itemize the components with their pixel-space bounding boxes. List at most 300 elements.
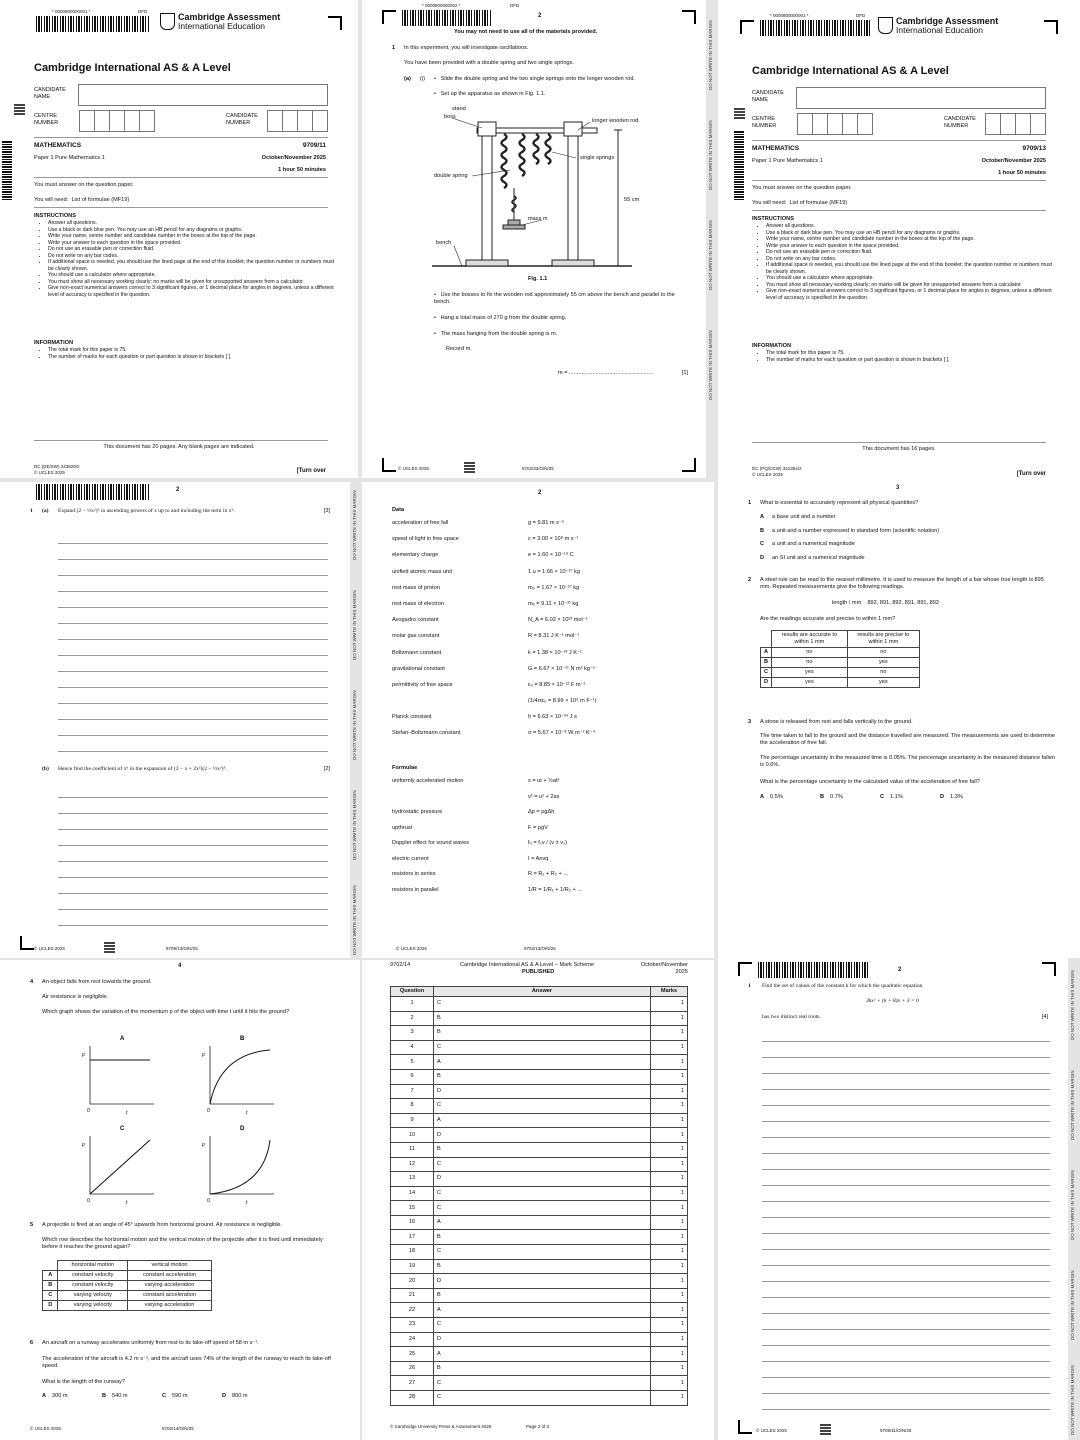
row-value: constant acceleration: [128, 1290, 212, 1300]
data-label: speed of light in free space: [392, 536, 459, 543]
bullet-mass: • The mass hanging from the double spring is m.: [434, 331, 558, 337]
barcode: [402, 10, 492, 26]
answer-instruction: You must answer on the question paper.: [752, 185, 852, 191]
ms-row: [391, 1230, 688, 1245]
q5-row[interactable]: [43, 1270, 212, 1280]
qr-code: [104, 942, 115, 953]
page-5-data-formulae: [362, 482, 714, 958]
crop-mark: [20, 936, 34, 950]
part-a-text: Expand (2 − ½x²)⁵ in ascending powers of x up to and including the term in x⁶.: [58, 508, 235, 514]
ms-answer: B: [434, 1288, 651, 1303]
row-value: no: [772, 657, 848, 667]
part-a: (a): [42, 508, 49, 514]
shield-icon: [878, 17, 893, 34]
turn-over: [Turn over: [296, 468, 326, 474]
ms-answer: D: [434, 1172, 651, 1187]
ms-marks: 1: [651, 1303, 688, 1318]
divider: [34, 440, 328, 441]
question-text-2: has two distinct real roots.: [762, 1014, 821, 1020]
ms-marks: 1: [651, 1259, 688, 1274]
ms-question: 10: [391, 1128, 434, 1143]
ms-marks: 1: [651, 1230, 688, 1245]
axis-label-t: t: [246, 1200, 248, 1206]
row-value: constant velocity: [58, 1270, 128, 1280]
row-value: varying velocity: [58, 1300, 128, 1310]
row-letter: A: [761, 647, 772, 657]
crop-mark: [738, 962, 752, 976]
ms-marks: 1: [651, 1347, 688, 1362]
option-letter: A: [760, 514, 765, 520]
label-55cm: 55 cm: [624, 197, 640, 203]
data-row: [392, 714, 692, 730]
page-4-binomial: [0, 482, 350, 958]
ms-row: [391, 1332, 688, 1347]
answer-lines-a[interactable]: [58, 528, 328, 758]
q3-para2: The percentage uncertainty in the measured time is 0.05%. The percentage uncertainty in the measured distance fallen is 0.6%.: [760, 755, 1055, 768]
option-letter: A: [760, 794, 765, 800]
paper-code: 9709/11: [302, 142, 326, 149]
ms-answer: B: [434, 1069, 651, 1084]
graph-label: C: [120, 1126, 125, 1132]
header-question: Question: [391, 987, 434, 997]
ms-row: [391, 1391, 688, 1406]
row-value: yes: [847, 677, 919, 687]
ms-row: [391, 1186, 688, 1201]
option-letter: B: [820, 794, 825, 800]
q5-ask: Which row describes the horizontal motion and the vertical motion of the projectile after it is fired until immediately before it reaches the ground again?: [42, 1237, 323, 1250]
ms-question: 5: [391, 1055, 434, 1070]
data-label: elementary charge: [392, 552, 439, 559]
formula-row: [392, 887, 692, 903]
graph-curve: [90, 1140, 150, 1194]
ms-question: 24: [391, 1332, 434, 1347]
margin-text: DO NOT WRITE IN THIS MARGIN: [352, 490, 357, 560]
graph-label: B: [240, 1036, 245, 1042]
formula-value: f₀ = fₛv / (v ± vₛ): [528, 840, 567, 846]
option-text: an SI unit and a numerical magnitude: [772, 554, 865, 561]
margin-text: DO NOT WRITE IN THIS MARGIN: [352, 885, 357, 955]
axis-label-t: t: [126, 1200, 128, 1206]
data-row: [392, 698, 692, 714]
q1-option[interactable]: [760, 541, 939, 555]
ms-answer: D: [434, 1128, 651, 1143]
subject: MATHEMATICS: [34, 142, 82, 149]
option-text: 300 m: [52, 1393, 68, 1399]
formula-value: I = Anvq: [528, 855, 549, 862]
option-letter: D: [940, 794, 945, 800]
provided-text: You have been provided with a double spring and two single springs.: [404, 60, 574, 66]
divider: [34, 137, 328, 138]
information-list: • The total mark for this paper is 75. • The number of marks for each question or part question is shown in brackets [ ].: [752, 350, 1054, 363]
margin-text: DO NOT WRITE IN THIS MARGIN: [352, 590, 357, 660]
ucles: © UCLES 2025: [34, 470, 65, 475]
q6-option[interactable]: [102, 1393, 162, 1400]
margin-text: DO NOT WRITE IN THIS MARGIN: [1070, 1270, 1075, 1340]
data-value: c = 3.00 × 10⁸ m s⁻¹: [528, 536, 579, 543]
row-value: varying velocity: [58, 1290, 128, 1300]
ms-marks: 1: [651, 1361, 688, 1376]
equation: 3kx² + (k + 8)x + 3 = 0: [866, 998, 919, 1004]
q6-number: 6: [30, 1340, 34, 1346]
barcode-number: * 0000800000002 *: [422, 3, 461, 8]
option-text: 0.5%: [770, 794, 783, 800]
crop-mark: [740, 20, 754, 34]
graph-B[interactable]: [201, 1036, 274, 1116]
data-table: [392, 520, 692, 747]
ms-row: [391, 1055, 688, 1070]
part-a: (a): [404, 76, 411, 82]
option-text: 540 m: [112, 1393, 128, 1399]
ms-question: 9: [391, 1113, 434, 1128]
ms-marks: 1: [651, 1084, 688, 1099]
paper-code: 9709/11/O/N/25: [880, 1428, 912, 1433]
ms-answer: C: [434, 1245, 651, 1260]
formulae-table: [392, 778, 692, 902]
candidate-name-field[interactable]: [796, 87, 1046, 109]
q2-row[interactable]: [761, 657, 920, 667]
q3-option[interactable]: [880, 794, 940, 801]
logo-line-2: International Education: [178, 21, 265, 31]
ms-answer: C: [434, 1391, 651, 1406]
q2-readings: length / mm 892, 891, 892, 891, 891, 892: [832, 600, 939, 606]
axis-origin: 0: [207, 1198, 210, 1204]
answer-lines[interactable]: [762, 1026, 1050, 1412]
formula-label: electric current: [392, 855, 429, 862]
page-number: 3: [896, 485, 900, 491]
formula-row: [392, 825, 692, 841]
shield-icon: [160, 13, 175, 30]
q5-row[interactable]: [43, 1300, 212, 1310]
formula-row: [392, 856, 692, 872]
ms-question: 18: [391, 1245, 434, 1260]
q6-option[interactable]: [222, 1393, 282, 1400]
data-value: h = 6.63 × 10⁻³⁴ J s: [528, 714, 577, 721]
formula-row: [392, 871, 692, 887]
row-value: varying acceleration: [128, 1280, 212, 1290]
option-letter: C: [760, 541, 765, 547]
ms-question: 22: [391, 1303, 434, 1318]
crop-mark: [382, 10, 396, 24]
side-barcode: [2, 140, 12, 200]
page-count: This document has 16 pages.: [862, 446, 936, 452]
page-number: 2: [538, 13, 542, 19]
answer-m[interactable]: m = ......................................................: [558, 370, 653, 376]
ms-question: 25: [391, 1347, 434, 1362]
ucles: © UCLES 2025: [752, 472, 783, 477]
q2-row[interactable]: [761, 677, 920, 687]
ms-question: 6: [391, 1069, 434, 1084]
candidate-name-label: CANDIDATE NAME: [34, 87, 66, 100]
ms-marks: 1: [651, 1245, 688, 1260]
graph-C[interactable]: [81, 1126, 154, 1206]
q4-graphs[interactable]: [0, 1028, 360, 1208]
axis-label-p: p: [202, 1052, 205, 1058]
data-label: Stefan–Boltzmann constant: [392, 730, 461, 737]
ms-row: [391, 1259, 688, 1274]
candidate-number-field[interactable]: [986, 113, 1046, 135]
data-row: [392, 682, 692, 698]
ms-row: [391, 1245, 688, 1260]
ms-marks: 1: [651, 1215, 688, 1230]
ms-marks: 1: [651, 1055, 688, 1070]
ms-answer: B: [434, 1026, 651, 1041]
formula-label: resistors in series: [392, 871, 436, 877]
q3-option[interactable]: [940, 794, 1000, 801]
formula-row: [392, 840, 692, 856]
page-number: 2: [176, 487, 180, 493]
bullet-bosses: • Use the bosses to fix the wooden rod approximately 55 cm above the bench and parallel to the bench.: [434, 292, 675, 305]
data-label: molar gas constant: [392, 633, 440, 640]
q2-corner: [761, 631, 772, 648]
q2-row[interactable]: [761, 667, 920, 677]
ms-question: 14: [391, 1186, 434, 1201]
q4-number: 4: [30, 979, 34, 985]
paper-code: 9709/13: [1022, 145, 1046, 152]
barcode: [36, 484, 150, 500]
ms-answer: B: [434, 1142, 651, 1157]
formula-row: [392, 794, 692, 810]
ms-answer: A: [434, 1113, 651, 1128]
graph-A[interactable]: [81, 1036, 154, 1116]
ms-row: [391, 1303, 688, 1318]
centre-number-field[interactable]: [798, 113, 873, 135]
data-value: G = 6.67 × 10⁻¹¹ N m² kg⁻²: [528, 665, 595, 672]
crop-mark: [682, 458, 696, 472]
axis-origin: 0: [87, 1108, 90, 1114]
dc-code: DC (DE/SW) 343829/2: [34, 464, 80, 469]
cambridge-logo: Cambridge Assessment International Education: [878, 17, 998, 35]
ms-question: 2: [391, 1011, 434, 1026]
barcode: [758, 962, 868, 978]
ms-answer: A: [434, 1055, 651, 1070]
instructions-list: • Answer all questions. • Use a black or dark blue pen. You may use an HB pencil for any diagrams or graphs. • Write your name, centre number and candidate number in the boxes at the top of the page. • Write your answer to each question in the space provided. • Do not use an erasable pen or correction fluid. • Do not write on any bar codes. • If additional space is needed, you should use the lined page at the end of this booklet; the question number or numbers must be clearly shown. • You should use a calculator where appropriate. • You must show all necessary working clearly; no marks will be given for unsupported answers from a calculator. • Give non-exact numerical answers correct to 3 significant figures, or 1 decimal place for angles in degrees, unless a different level of accuracy is specified in the question.: [34, 220, 336, 298]
q2-table: [760, 630, 920, 688]
q6-para: The acceleration of the aircraft is 4.2 m s⁻², and the aircraft uses 74% of the length of the runway to reach its take-off speed.: [42, 1356, 331, 1369]
graph-curve: [210, 1140, 270, 1194]
candidate-number-field[interactable]: [268, 110, 328, 132]
q3-option[interactable]: [760, 794, 820, 801]
qr-code: [14, 104, 25, 115]
crop-mark: [738, 1420, 752, 1434]
ms-row: [391, 1318, 688, 1333]
ms-marks: 1: [651, 1011, 688, 1026]
ms-code: 9702/14: [390, 962, 411, 968]
label-single-springs: single springs: [580, 155, 615, 161]
q5-row[interactable]: [43, 1290, 212, 1300]
q3-options: [760, 794, 1020, 801]
page-title: Cambridge International AS & A Level: [34, 62, 231, 74]
q6-text: An aircraft on a runway accelerates uniformly from rest to its take-off speed of 58 m s⁻¹.: [42, 1340, 259, 1346]
paper-name: Paper 1 Pure Mathematics 1: [34, 155, 105, 161]
formula-value: s = ut + ½at²: [528, 778, 560, 784]
axis-label-t: t: [126, 1110, 128, 1116]
q6-option[interactable]: [162, 1393, 222, 1400]
graph-axes: [210, 1136, 274, 1194]
candidate-name-field[interactable]: [78, 84, 328, 106]
ms-marks: 1: [651, 1040, 688, 1055]
figure-1-1-apparatus: [362, 100, 706, 270]
ms-question: 12: [391, 1157, 434, 1172]
divider: [34, 177, 328, 178]
q5-number: 5: [30, 1222, 34, 1228]
ms-row: [391, 1026, 688, 1041]
graph-axes: [210, 1046, 274, 1104]
ms-question: 19: [391, 1259, 434, 1274]
graph-label: A: [120, 1036, 125, 1042]
q3-number: 3: [748, 719, 752, 725]
data-value: k = 1.38 × 10⁻²³ J K⁻¹: [528, 649, 582, 656]
crop-mark: [1042, 962, 1056, 976]
option-letter: D: [222, 1393, 227, 1399]
header-answer: Answer: [434, 987, 651, 997]
data-value: g = 9.81 m s⁻²: [528, 520, 564, 526]
ms-question: 26: [391, 1361, 434, 1376]
ms-answer: B: [434, 1011, 651, 1026]
q1-option[interactable]: [760, 555, 939, 569]
q5-text: A projectile is fired at an angle of 45° upwards from horizontal ground. Air resistance is negligible.: [42, 1222, 283, 1228]
subject: MATHEMATICS: [752, 145, 800, 152]
instructions-list: • Answer all questions. • Use a black or dark blue pen. You may use an HB pencil for any diagrams or graphs. • Write your name, centre number and candidate number in the boxes at the top of the page. • Write your answer to each question in the space provided. • Do not use an erasable pen or correction fluid. • Do not write on any bar codes. • If additional space is needed, you should use the lined page at the end of this booklet; the question number or numbers must be clearly shown. • You should use a calculator where appropriate. • You must show all necessary working clearly; no marks will be given for unsupported answers from a calculator. • Give non-exact numerical answers correct to 3 significant figures, or 1 decimal place for angles in degrees, unless a different level of accuracy is specified in the question.: [752, 223, 1054, 301]
centre-number-label: CENTRE NUMBER: [752, 116, 777, 129]
ms-answer: B: [434, 1361, 651, 1376]
q6-ask: What is the length of the runway?: [42, 1379, 126, 1385]
ms-marks: 1: [651, 1113, 688, 1128]
paper-code: 9709/13/O/N/25: [166, 946, 198, 951]
logo-line-1: Cambridge Assessment: [178, 12, 281, 22]
ms-row: [391, 1128, 688, 1143]
row-value: yes: [772, 677, 848, 687]
duration: 1 hour 50 minutes: [278, 167, 326, 173]
ucles: © UCLES 2025: [396, 946, 427, 951]
q3-option[interactable]: [820, 794, 880, 801]
ms-question: 21: [391, 1288, 434, 1303]
bullet-hang: • Hang a total mass of 270 g from the double spring.: [434, 315, 567, 321]
row-letter: B: [761, 657, 772, 667]
barcode: [36, 16, 150, 32]
q1-number: 1: [748, 500, 752, 506]
page-6-mcq-units: [718, 482, 1080, 958]
ms-row: [391, 1215, 688, 1230]
ms-marks: 1: [651, 1128, 688, 1143]
label-mass: mass m: [528, 216, 548, 222]
margin-text: DO NOT WRITE IN THIS MARGIN: [1070, 1365, 1075, 1435]
label-rod: longer wooden rod: [592, 118, 639, 124]
question-number: 1: [392, 45, 396, 51]
row-letter: D: [43, 1300, 58, 1310]
row-value: constant acceleration: [128, 1270, 212, 1280]
margin-text: DO NOT WRITE IN THIS MARGIN: [352, 690, 357, 760]
candidate-number-label: CANDIDATE NUMBER: [226, 113, 258, 126]
ms-answer: C: [434, 1040, 651, 1055]
ms-footer-page: Page 2 of 3: [526, 1424, 550, 1429]
option-letter: C: [880, 794, 885, 800]
data-value: mₑ = 9.11 × 10⁻³¹ kg: [528, 600, 579, 607]
paper-code: 9702/14/O/N/25: [162, 1426, 194, 1431]
ms-question: 11: [391, 1142, 434, 1157]
ms-answer: C: [434, 1376, 651, 1391]
ms-answer: C: [434, 1318, 651, 1333]
ms-question: 1: [391, 996, 434, 1011]
ms-question: 23: [391, 1318, 434, 1333]
paper-code: 9702/13/O/N/25: [524, 946, 556, 951]
notice: You may not need to use all of the materials provided.: [454, 29, 598, 35]
q1-option[interactable]: [760, 528, 939, 542]
q1-option[interactable]: [760, 514, 939, 528]
candidate-number-label: CANDIDATE NUMBER: [944, 116, 976, 129]
bullet-slide: • Slide the double spring and the two single springs onto the longer wooden rod.: [434, 76, 635, 82]
session: October/November 2025: [261, 155, 326, 161]
margin-text: DO NOT WRITE IN THIS MARGIN: [352, 790, 357, 860]
data-row: [392, 730, 692, 746]
ms-marks: 1: [651, 1157, 688, 1172]
q5-row[interactable]: [43, 1280, 212, 1290]
ms-question: 13: [391, 1172, 434, 1187]
data-label: [392, 698, 528, 714]
ms-footer-left: © Cambridge University Press & Assessment 2025: [390, 1424, 492, 1429]
barcode: [760, 20, 870, 36]
ms-marks: 1: [651, 1318, 688, 1333]
axis-label-p: p: [202, 1142, 205, 1148]
ms-question: 27: [391, 1376, 434, 1391]
barcode-number: * 0000800000001 *: [770, 13, 809, 18]
ms-row: [391, 1069, 688, 1084]
ms-marks: 1: [651, 1376, 688, 1391]
data-label: rest mass of proton: [392, 584, 440, 591]
graph-D[interactable]: [201, 1126, 274, 1206]
ms-marks: 1: [651, 1142, 688, 1157]
centre-number-field[interactable]: [80, 110, 155, 132]
ms-question: 4: [391, 1040, 434, 1055]
data-row: [392, 552, 692, 568]
data-row: [392, 569, 692, 585]
q2-header-accurate: results are accurate to within 1 mm: [772, 631, 848, 648]
row-value: constant velocity: [58, 1280, 128, 1290]
data-row: [392, 666, 692, 682]
q1-text: What is essential to accurately represent all physical quantities?: [760, 500, 919, 506]
q2-row[interactable]: [761, 647, 920, 657]
ms-answer: B: [434, 1230, 651, 1245]
label-boss: boss: [444, 114, 456, 120]
formula-value: Δp = ρgΔh: [528, 809, 555, 815]
row-value: no: [772, 647, 848, 657]
formula-value: 1/R = 1/R₁ + 1/R₂ + ...: [528, 886, 582, 893]
option-letter: B: [102, 1393, 107, 1399]
option-text: a base unit and a number: [772, 514, 836, 520]
figure-caption: Fig. 1.1: [528, 276, 548, 282]
divider: [34, 207, 328, 208]
part-a-mark: [3]: [323, 508, 330, 514]
option-letter: B: [760, 527, 765, 534]
row-letter: B: [43, 1280, 58, 1290]
dfd-label: DFD: [510, 3, 520, 8]
data-label: gravitational constant: [392, 665, 445, 672]
ms-row: [391, 1084, 688, 1099]
ms-row: [391, 1157, 688, 1172]
answer-lines-b[interactable]: [58, 782, 328, 938]
formula-value: v² = u² + 2as: [528, 793, 560, 800]
data-label: acceleration of free fall: [392, 520, 449, 526]
formula-label: upthrust: [392, 824, 413, 831]
q6-option[interactable]: [42, 1393, 102, 1400]
data-value: mₚ = 1.67 × 10⁻²⁷ kg: [528, 584, 580, 591]
crop-mark: [682, 10, 696, 24]
divider: [752, 140, 1046, 141]
option-text: a unit and a numerical magnitude: [772, 541, 855, 547]
part-b-text: Hence find the coefficient of x⁶ in the expansion of (3 − x + 2x²)(2 − ½x²)⁵.: [58, 766, 227, 772]
ms-question: 8: [391, 1099, 434, 1114]
margin-text: DO NOT WRITE IN THIS MARGIN: [708, 120, 713, 190]
page-number: 2: [538, 490, 542, 496]
